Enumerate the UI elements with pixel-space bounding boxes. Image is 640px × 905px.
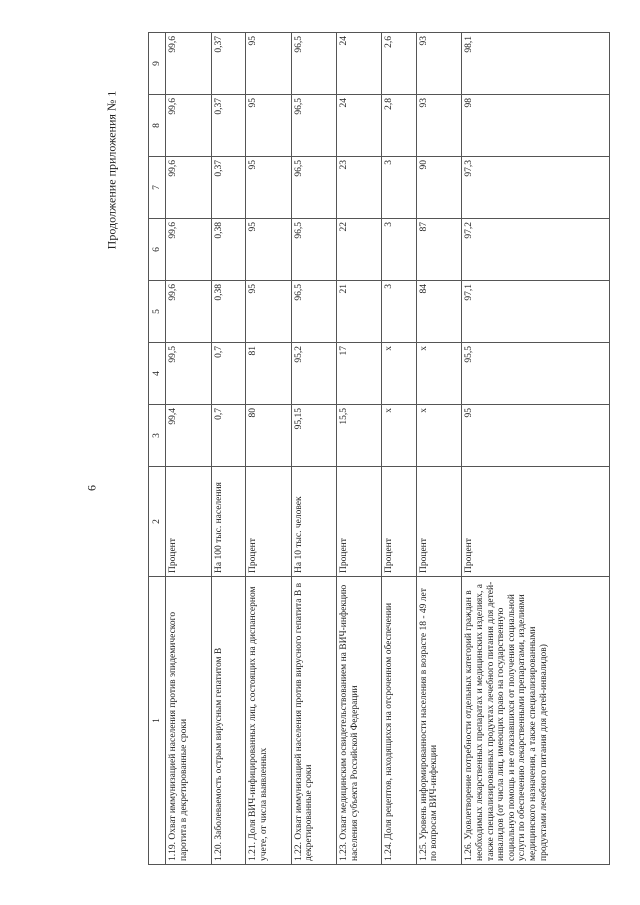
column-number: 2 [149, 467, 166, 577]
value-cell: 0,37 [211, 157, 245, 219]
indicator-cell: 1.25. Уровень информированности населения в возрасте 18 - 49 лет по вопросам ВИЧ-инфекции [416, 577, 461, 865]
indicator-cell: 1.21. Доля ВИЧ-инфицированных лиц, состоящих на диспансерном учете, от числа выявленных [246, 577, 291, 865]
value-cell: 95 [246, 219, 291, 281]
value-cell: 24 [336, 33, 381, 95]
indicator-cell: 1.26. Удовлетворение потребности отдельных категорий граждан в необходимых лекарственных препаратах и медицинских изделиях, а также специализированных продуктах лечебного питания для детей-инвалидов (от числа лиц, имеющих право на государственную социальную помощь и не отказавшихся от получения социальной услуги по обеспечению лекарственными препаратами, изделиями медицинского назначения, а также специализированными продуктами лечебного питания для детей-инвалидов) [462, 577, 610, 865]
value-cell: 3 [382, 219, 416, 281]
value-cell: 17 [336, 343, 381, 405]
column-number: 9 [149, 33, 166, 95]
value-cell: 99,6 [166, 95, 211, 157]
value-cell: 0,37 [211, 95, 245, 157]
unit-cell: Процент [382, 467, 416, 577]
value-cell: 0,38 [211, 219, 245, 281]
column-number: 5 [149, 281, 166, 343]
value-cell: 0,7 [211, 343, 245, 405]
column-number: 6 [149, 219, 166, 281]
table-row [416, 33, 461, 865]
value-cell: 23 [336, 157, 381, 219]
value-cell: 96,5 [291, 281, 336, 343]
appendix-title: Продолжение приложения № 1 [104, 90, 119, 250]
unit-cell: Процент [166, 467, 211, 577]
value-cell: 0,7 [211, 405, 245, 467]
value-cell: 99,4 [166, 405, 211, 467]
value-cell: 97,1 [462, 281, 610, 343]
column-number: 4 [149, 343, 166, 405]
unit-cell: На 10 тыс. человек [291, 467, 336, 577]
column-number-row [149, 33, 166, 865]
value-cell: 84 [416, 281, 461, 343]
value-cell: 93 [416, 95, 461, 157]
value-cell: 97,2 [462, 219, 610, 281]
table [148, 32, 610, 865]
value-cell: 96,5 [291, 157, 336, 219]
value-cell: x [382, 343, 416, 405]
value-cell: 15,5 [336, 405, 381, 467]
value-cell: 95,2 [291, 343, 336, 405]
value-cell: x [416, 405, 461, 467]
table-row [336, 33, 381, 865]
column-number: 7 [149, 157, 166, 219]
value-cell: 96,5 [291, 219, 336, 281]
indicators-table [148, 33, 610, 865]
value-cell: 99,6 [166, 157, 211, 219]
value-cell: 96,5 [291, 95, 336, 157]
value-cell: 2,6 [382, 33, 416, 95]
value-cell: 95 [246, 157, 291, 219]
unit-cell: Процент [416, 467, 461, 577]
value-cell: 90 [416, 157, 461, 219]
value-cell: 95,15 [291, 405, 336, 467]
value-cell: 99,6 [166, 281, 211, 343]
value-cell: 81 [246, 343, 291, 405]
value-cell: 99,6 [166, 33, 211, 95]
indicator-cell: 1.19. Охват иммунизацией населения против эпидемического паротита в декретированные сроки [166, 577, 211, 865]
value-cell: x [416, 343, 461, 405]
value-cell: 98,1 [462, 33, 610, 95]
value-cell: 21 [336, 281, 381, 343]
value-cell: 95,5 [462, 343, 610, 405]
value-cell: 3 [382, 281, 416, 343]
value-cell: 0,38 [211, 281, 245, 343]
table-row [291, 33, 336, 865]
column-number: 8 [149, 95, 166, 157]
indicator-cell: 1.23. Охват медицинским освидетельствованием на ВИЧ-инфекцию населения субъекта Российской Федерации [336, 577, 381, 865]
value-cell: 99,6 [166, 219, 211, 281]
value-cell: 3 [382, 157, 416, 219]
table-row [462, 33, 610, 865]
unit-cell: Процент [246, 467, 291, 577]
value-cell: 97,3 [462, 157, 610, 219]
value-cell: 96,5 [291, 33, 336, 95]
page-number: 6 [84, 485, 99, 491]
value-cell: 80 [246, 405, 291, 467]
table-row [211, 33, 245, 865]
indicator-cell: 1.24. Доля рецептов, находящихся на отсроченном обеспечении [382, 577, 416, 865]
unit-cell: Процент [336, 467, 381, 577]
value-cell: 98 [462, 95, 610, 157]
value-cell: 95 [246, 281, 291, 343]
value-cell: 0,37 [211, 33, 245, 95]
column-number: 1 [149, 577, 166, 865]
indicator-cell: 1.22. Охват иммунизацией населения против вирусного гепатита В в декретированные сроки [291, 577, 336, 865]
value-cell: 87 [416, 219, 461, 281]
value-cell: 22 [336, 219, 381, 281]
table-row [246, 33, 291, 865]
value-cell: 93 [416, 33, 461, 95]
value-cell: 2,8 [382, 95, 416, 157]
value-cell: 99,5 [166, 343, 211, 405]
unit-cell: Процент [462, 467, 610, 577]
table-row [166, 33, 211, 865]
value-cell: 95 [246, 95, 291, 157]
value-cell: x [382, 405, 416, 467]
value-cell: 95 [462, 405, 610, 467]
value-cell: 24 [336, 95, 381, 157]
indicator-cell: 1.20. Заболеваемость острым вирусным гепатитом В [211, 577, 245, 865]
value-cell: 95 [246, 33, 291, 95]
column-number: 3 [149, 405, 166, 467]
table-row [382, 33, 416, 865]
unit-cell: На 100 тыс. населения [211, 467, 245, 577]
